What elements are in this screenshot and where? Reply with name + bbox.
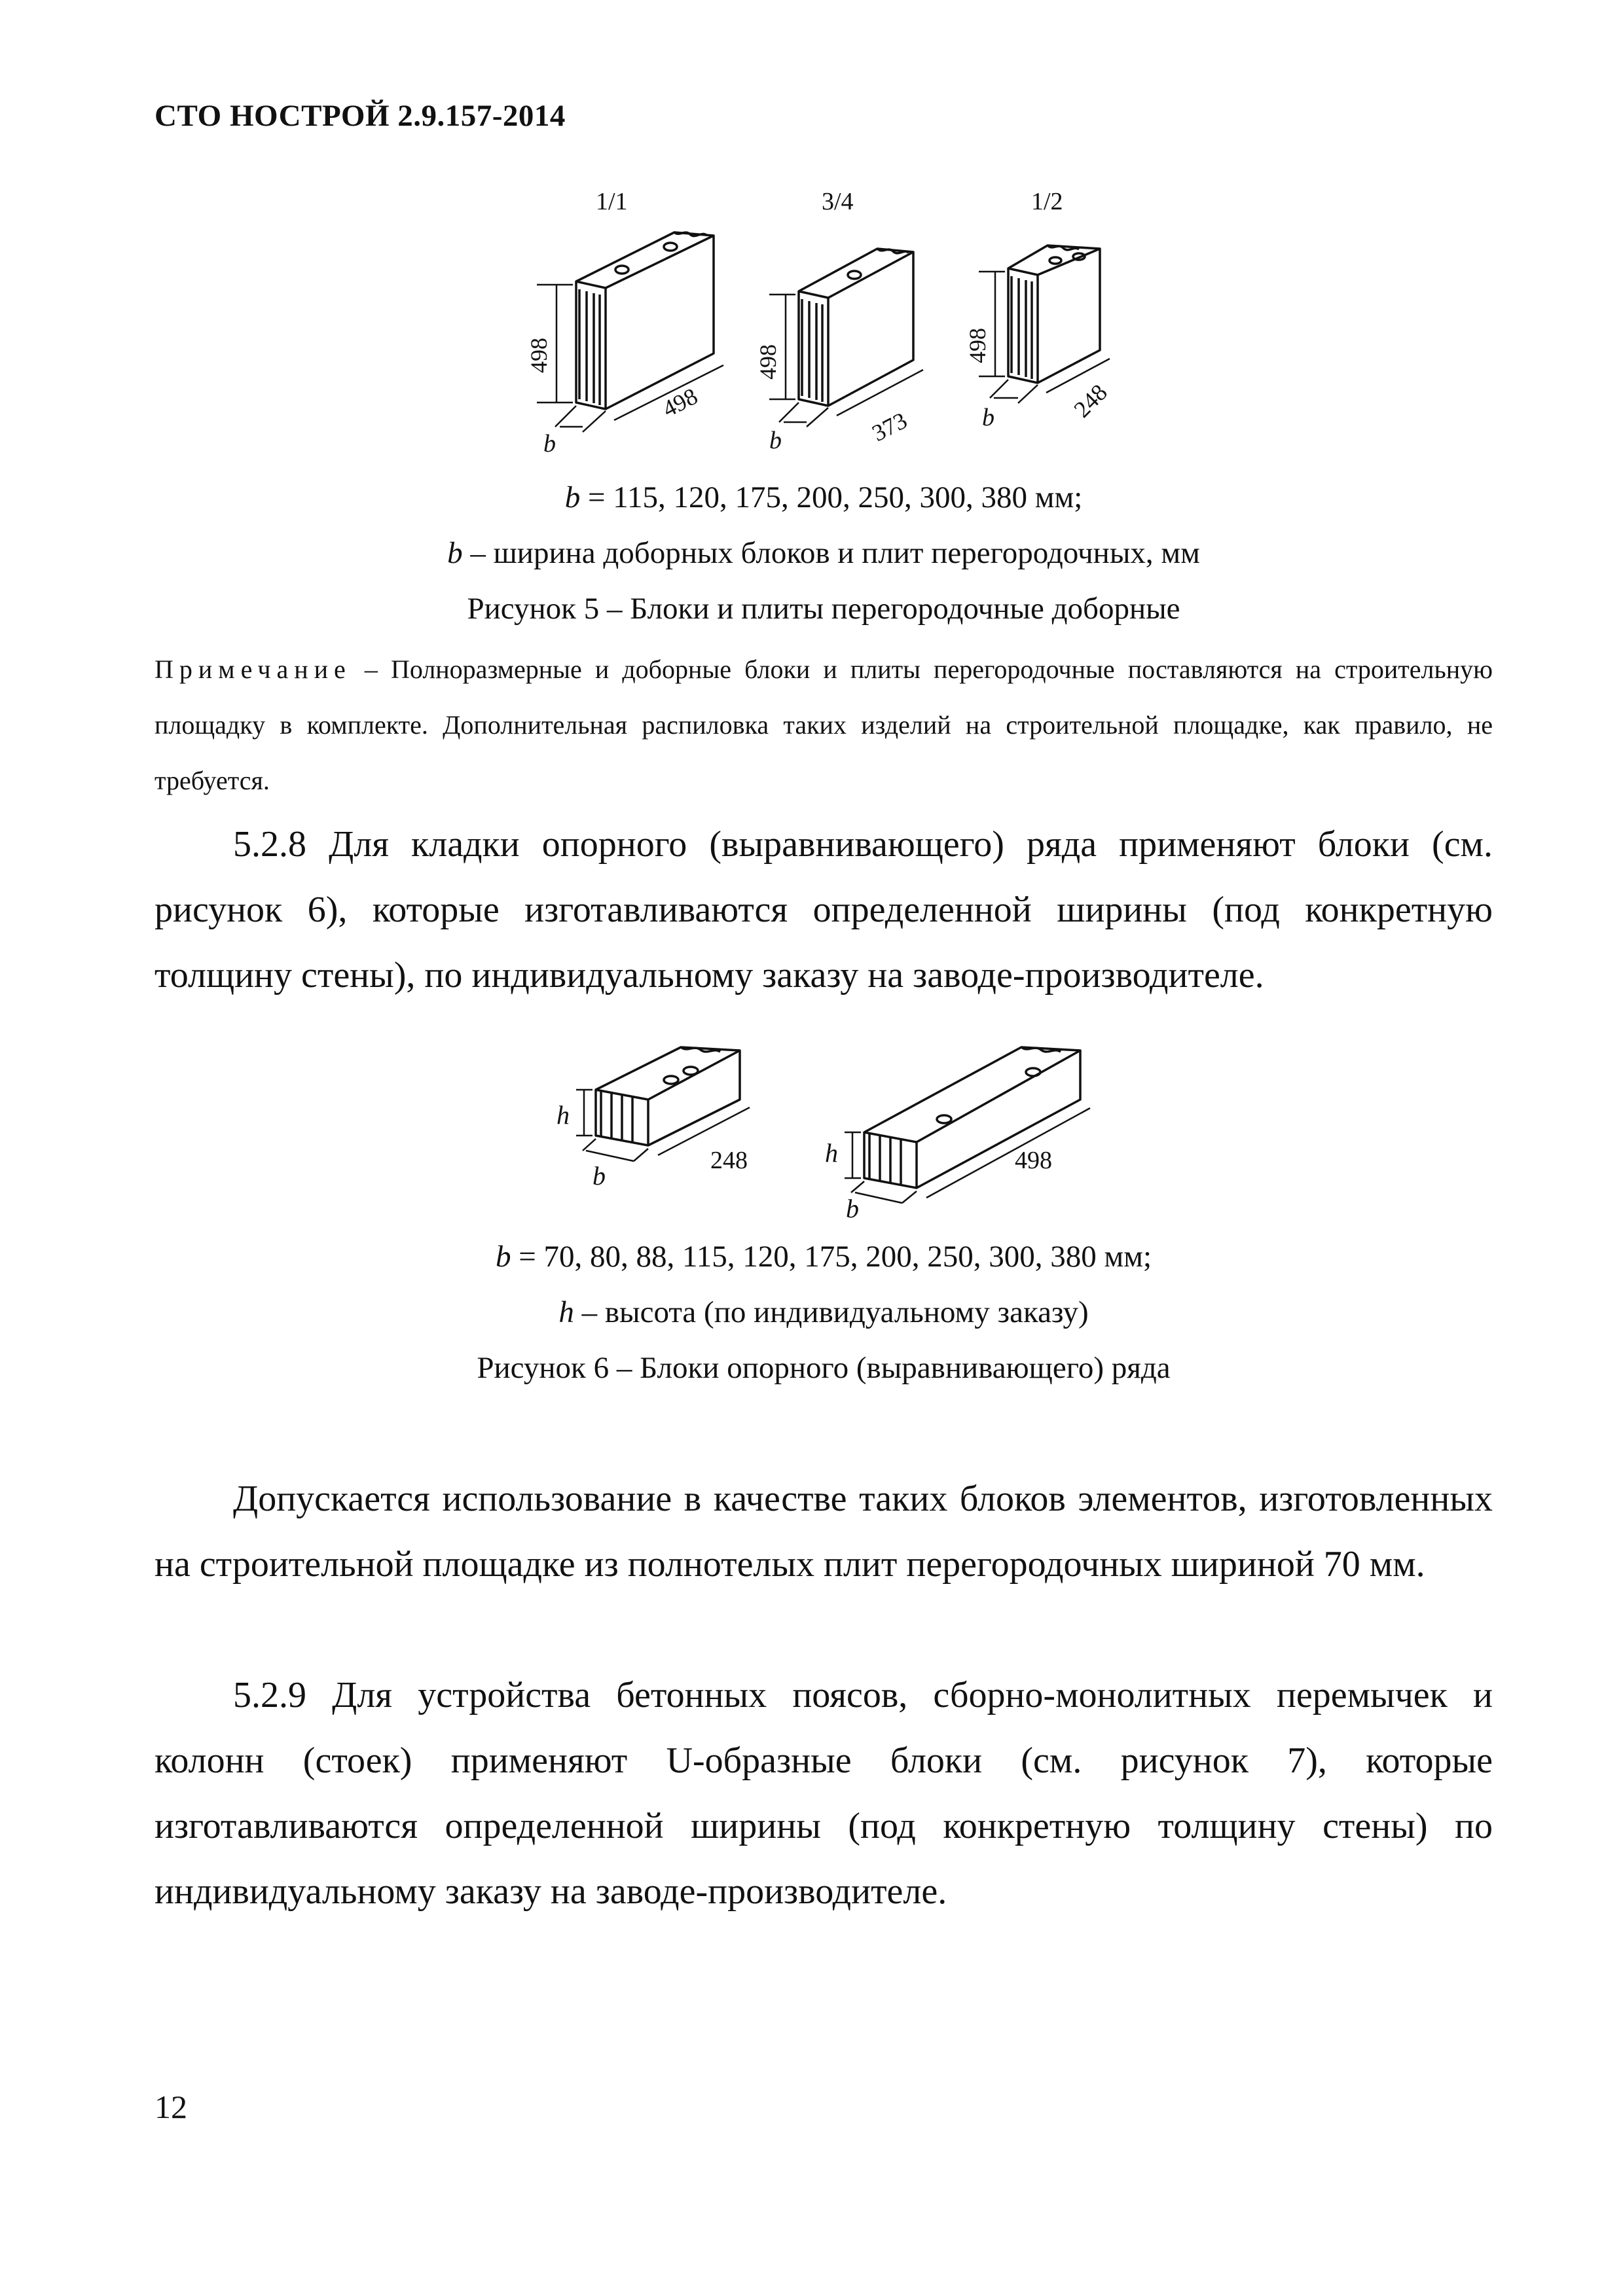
figure-5-legend-b-desc: b – ширина доборных блоков и плит перегородочных, мм (447, 536, 1200, 570)
note-block (155, 641, 1493, 808)
block-half-width-dim: b (982, 404, 994, 431)
block-full-height-dim: 498 (526, 338, 552, 373)
paragraph-allowed: Допускается использование в качестве таких блоков элементов, изготовленных на строительной площадке из полнотелых плит перегородочных шириной 70 мм. (155, 1479, 1493, 1585)
figure-5 (498, 183, 1152, 481)
levelling-block-long-length-dim: 498 (1015, 1147, 1052, 1174)
block-full-label: 1/1 (596, 188, 628, 215)
levelling-block-long-width-dim: b (846, 1194, 859, 1223)
figure-6-legend-h-desc: h – высота (по индивидуальному заказу) (558, 1295, 1089, 1329)
figure-6-legend-b-values: b = 70, 80, 88, 115, 120, 175, 200, 250, 300, 380 мм; (495, 1240, 1152, 1274)
block-three-quarter-width-dim: b (769, 427, 782, 454)
figure-5-legend-b-values: b = 115, 120, 175, 200, 250, 300, 380 мм; (564, 480, 1083, 514)
block-half-label: 1/2 (1031, 188, 1063, 215)
block-three-quarter-height-dim: 498 (755, 344, 781, 380)
block-three-quarter-drawing (755, 188, 923, 454)
paragraph-5-2-9: 5.2.9 Для устройства бетонных поясов, сборно-монолитных перемычек и колонн (стоек) применяют U-образные блоки (см. рисунок 7), которые изготавливаются определенной ширины (под конкретную толщину стены) по индивидуальному заказу на заводе-производителе. (155, 1675, 1493, 1912)
block-half-length-dim: 248 (1068, 379, 1112, 423)
levelling-block-long-height-dim: h (825, 1138, 838, 1168)
paragraph-5-2-8: 5.2.8 Для кладки опорного (выравнивающего) ряда применяют блоки (см. рисунок 6), которые изготавливаются определенной ширины (под конкретную толщину стены), по индивидуальному заказу на заводе-производителе. (155, 824, 1493, 996)
note-label: Примечание (155, 655, 352, 684)
levelling-block-short-drawing (556, 1047, 750, 1191)
levelling-block-long-drawing (825, 1047, 1090, 1223)
block-half-height-dim: 498 (964, 328, 991, 363)
block-half-drawing (964, 188, 1112, 431)
levelling-block-short-length-dim: 248 (710, 1147, 748, 1174)
levelling-block-short-width-dim: b (593, 1161, 606, 1191)
levelling-block-short-height-dim: h (556, 1100, 570, 1130)
document-header: СТО НОСТРОЙ 2.9.157-2014 (155, 99, 566, 133)
figure-6-caption: Рисунок 6 – Блоки опорного (выравнивающего) ряда (477, 1351, 1171, 1385)
block-full-drawing (526, 188, 723, 457)
figure-6 (550, 1021, 1139, 1234)
block-three-quarter-label: 3/4 (822, 188, 854, 215)
block-three-quarter-length-dim: 373 (867, 406, 911, 447)
page-number: 12 (155, 2089, 187, 2125)
note-text: – Полноразмерные и доборные блоки и плиты перегородочные поставляются на строительную площадку в комплекте. Дополнительная распиловка таких изделий на строительной площадке, как правило, не требуется. (155, 655, 1493, 795)
block-full-width-dim: b (543, 430, 556, 457)
figure-5-caption: Рисунок 5 – Блоки и плиты перегородочные доборные (467, 592, 1180, 626)
block-full-length-dim: 498 (658, 382, 702, 423)
